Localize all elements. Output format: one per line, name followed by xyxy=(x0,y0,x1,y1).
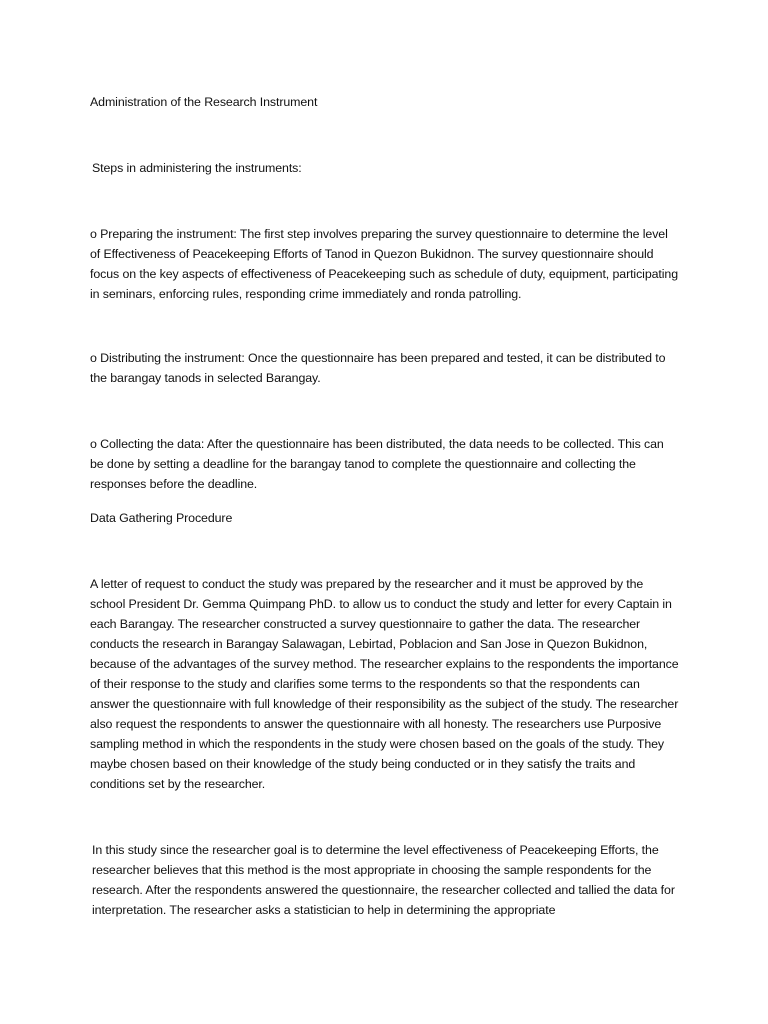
step-distributing: o Distributing the instrument: Once the questionnaire has been prepared and tested, it can be distributed to the barangay tanods in selected Barangay. xyxy=(90,351,666,385)
steps-intro: Steps in administering the instruments: xyxy=(92,161,302,175)
section-title: Administration of the Research Instrument xyxy=(90,95,318,109)
section-title-data-gathering: Data Gathering Procedure xyxy=(90,511,233,525)
step-preparing: o Preparing the instrument: The first step involves preparing the survey questionnaire to determine the level of Effectiveness of Peacekeeping Efforts of Tanod in Quezon Bukidnon. The survey questionnaire should focus on the key aspects of effectiveness of Peacekeeping such as schedule of duty, equipment, participating in seminars, enforcing rules, responding crime immediately and ronda patrolling. xyxy=(90,227,678,301)
paragraph-method: In this study since the researcher goal is to determine the level effectiveness of Peacekeeping Efforts, the researcher believes that this method is the most appropriate in choosing the sample respondents for the research. After the respondents answered the questionnaire, the researcher collected and tallied the data for interpretation. The researcher asks a statistician to help in determining the appropriate xyxy=(92,843,675,917)
step-collecting: o Collecting the data: After the questionnaire has been distributed, the data needs to be collected. This can be done by setting a deadline for the barangay tanod to complete the questionnaire and collecting the responses before the deadline. xyxy=(90,437,664,491)
paragraph-letter-of-request: A letter of request to conduct the study was prepared by the researcher and it must be approved by the school President Dr. Gemma Quimpang PhD. to allow us to conduct the study and letter for every Captain in each Barangay. The researcher constructed a survey questionnaire to gather the data. The researcher conducts the research in Barangay Salawagan, Lebirtad, Poblacion and San Jose in Quezon Bukidnon, because of the advantages of the survey method. The researcher explains to the respondents the importance of their response to the study and clarifies some terms to the respondents so that the respondents can answer the questionnaire with full knowledge of their responsibility as the subject of the study. The researcher also request the respondents to answer the questionnaire with all honesty. The researchers use Purposive sampling method in which the respondents in the study were chosen based on the goals of the study. They maybe chosen based on their knowledge of the study being conducted or in they satisfy the traits and conditions set by the researcher. xyxy=(90,577,679,791)
